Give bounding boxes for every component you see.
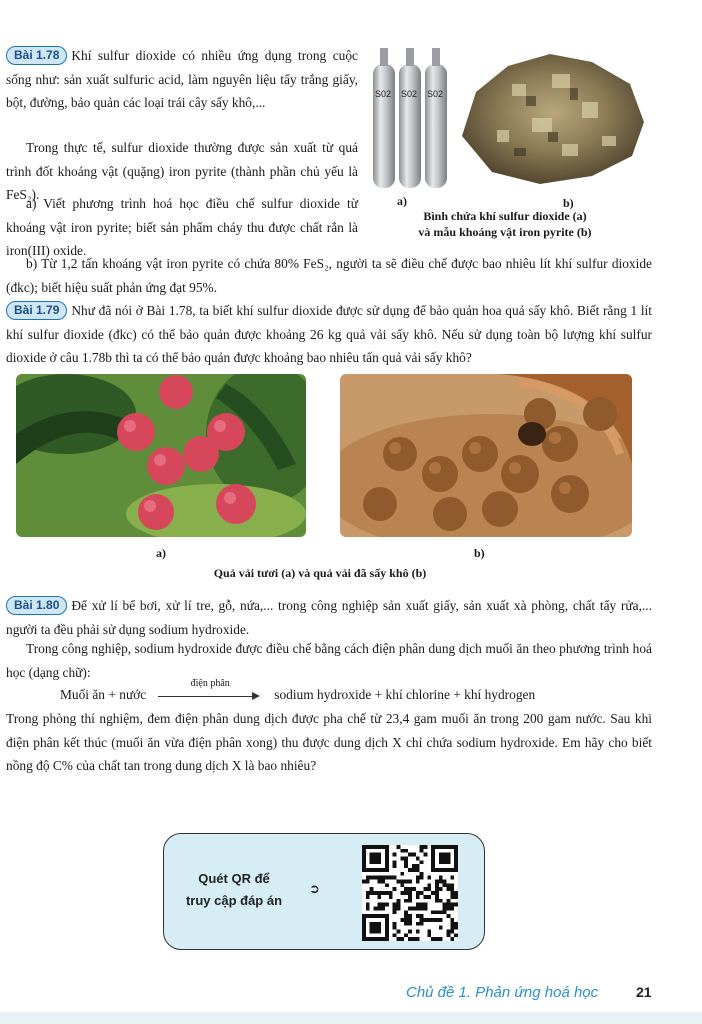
ex178-p2: Trong thực tế, sulfur dioxide thường được sản xuất từ quá trình đốt khoáng vật (quặng) iron pyrite (thành phần chủ yếu là FeS₂). <box>6 140 358 202</box>
fig179-label-a: a) <box>156 546 166 560</box>
arrow-right-icon: ➲ <box>309 882 320 897</box>
qr-code-icon[interactable] <box>362 845 458 941</box>
iron-pyrite-image <box>452 44 648 190</box>
page-number: 21 <box>636 984 652 1000</box>
reaction-arrow <box>158 678 262 704</box>
arrow-line <box>158 696 256 697</box>
cylinder-label-2: S02 <box>401 89 418 99</box>
arrow-head-icon <box>252 692 260 700</box>
ex180-badge: Bài 1.80 <box>6 596 67 615</box>
fresh-lychee-image <box>16 374 306 537</box>
equation-right: sodium hydroxide + khí chlorine + khí hydrogen <box>274 687 536 702</box>
ex180-p2: Trong công nghiệp, sodium hydroxide được điều chế bằng cách điện phân dung dịch muối ăn theo phương trình hoá học (dạng chữ): <box>6 641 652 680</box>
footer-bar <box>0 1012 702 1024</box>
ex178-intro: Bài 1.78 Khí sulfur dioxide có nhiều ứng dụng trong cuộc sống như: sản xuất sulfuric acid, làm nguyên liệu tẩy trắng giấy, bột, đường, bảo quản các loại trái cây sấy khô,... <box>6 48 358 110</box>
qr-answer-box[interactable] <box>163 833 485 950</box>
ex179-badge: Bài 1.79 <box>6 301 67 320</box>
dried-lychee-image <box>340 374 632 537</box>
fig179-label-b: b) <box>474 546 485 560</box>
ex179-text: Bài 1.79 Như đã nói ở Bài 1.78, ta biết khí sulfur dioxide được sử dụng để bảo quản hoa quả sấy khô. Biết rằng 1 lít khí sulfur dioxide (đkc) có thể bảo quản được khoảng 26 kg quả vải sấy khô. Nếu sử dụng toàn bộ lượng khí sulfur dioxide ở câu 1.78b thì ta có thể bảo quản được khoảng bao nhiêu tấn quả vải sấy khô? <box>6 303 652 365</box>
fig178-label-b: b) <box>563 196 574 210</box>
ex180-p1: Bài 1.80 Để xử lí bể bơi, xử lí tre, gỗ, nứa,... trong công nghiệp sản xuất giấy, sản xuất xà phòng, chất tẩy rửa,... người ta đều phải sử dụng sodium hydroxide. <box>6 598 652 637</box>
ex178-question-a: a) Viết phương trình hoá học điều chế sulfur dioxide từ khoáng vật iron pyrite; biết sản phẩm cháy thu được chất rắn là iron(III) oxide. <box>6 196 358 258</box>
fig179-caption: Quả vải tươi (a) và quả vải đã sấy khô (b) <box>213 566 427 580</box>
sulfur-dioxide-cylinders-image <box>370 42 450 192</box>
qr-instruction: Quét QR để truy cập đáp án <box>185 871 283 908</box>
cylinder-label-1: S02 <box>375 89 392 99</box>
ex180-p3: Trong phòng thí nghiệm, đem điện phân dung dịch được pha chế từ 23,4 gam muối ăn trong 200 gam nước. Sau khi điện phân kết thúc (muối ăn vừa điện phân xong) thu được dung dịch X chỉ chứa sodium hydroxide. Em hãy cho biết nồng độ C% của chất tan trong dung dịch X là bao nhiêu? <box>6 711 652 773</box>
electrolysis-equation <box>60 678 536 704</box>
ex178-badge: Bài 1.78 <box>6 46 67 65</box>
equation-left: Muối ăn + nước <box>60 687 147 702</box>
ex178-question-b: b) Từ 1,2 tấn khoáng vật iron pyrite có chứa 80% FeS₂, người ta sẽ điều chế được bao nhiêu lít khí sulfur dioxide (đkc); biết hiệu suất phản ứng đạt 95%. <box>6 256 652 295</box>
cylinder-label-3: S02 <box>427 89 444 99</box>
fig178-caption: Bình chứa khí sulfur dioxide (a) và mẫu khoáng vật iron pyrite (b) <box>418 209 592 239</box>
equation-condition: điện phân <box>190 678 230 689</box>
fig178-label-a: a) <box>397 194 407 208</box>
chapter-title: Chủ đề 1. Phản ứng hoá học <box>406 984 599 1001</box>
